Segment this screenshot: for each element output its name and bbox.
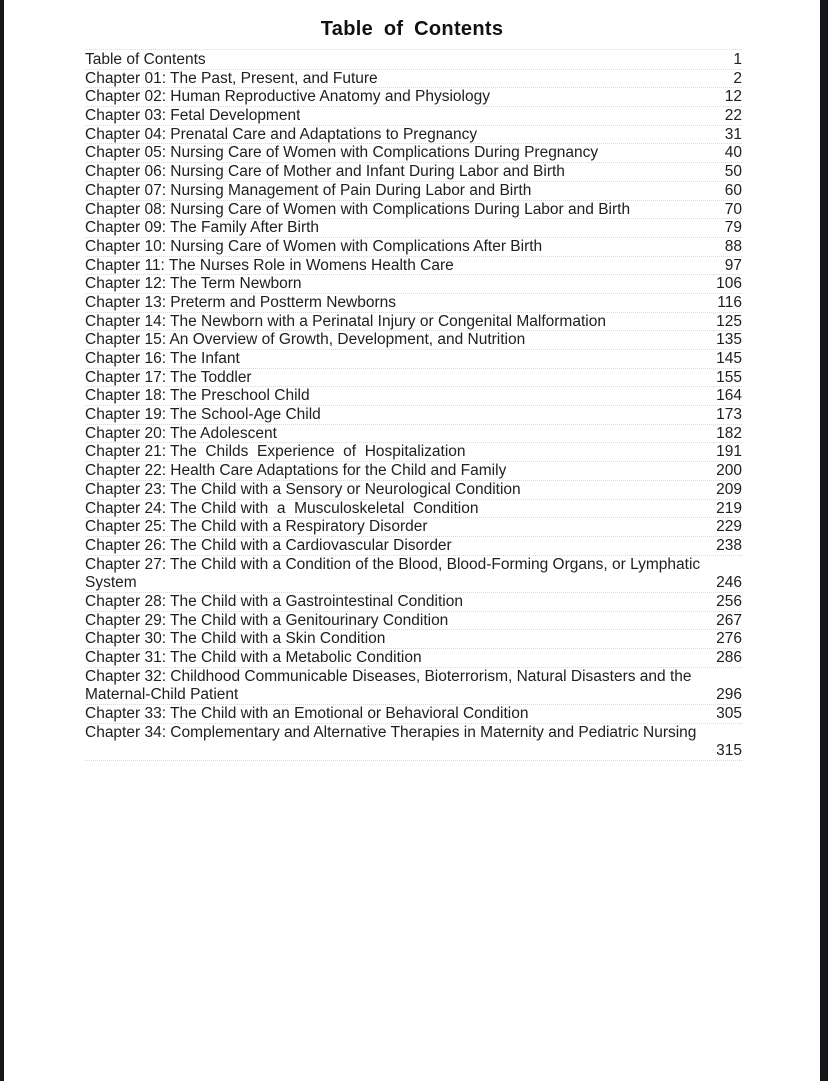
toc-entry [85, 537, 742, 556]
toc-entry-title: Chapter 29: The Child with a Genitourinary Condition [85, 611, 449, 629]
toc-page-number: 173 [716, 406, 742, 424]
toc-entry-title: Chapter 32: Childhood Communicable Diseases, Bioterrorism, Natural Disasters and the [85, 667, 692, 685]
toc-entry-title: Chapter 17: The Toddler [85, 368, 252, 386]
toc-entry [85, 219, 742, 238]
page-title: Table of Contents [320, 18, 504, 40]
toc-entry-title: Chapter 25: The Child with a Respiratory Disorder [85, 518, 428, 536]
toc-entry-line2 [85, 574, 742, 593]
toc-entry [85, 275, 742, 294]
toc-entry [85, 182, 742, 201]
toc-list [85, 49, 742, 761]
toc-entry-title: Chapter 07: Nursing Management of Pain During Labor and Birth [85, 181, 532, 199]
toc-page-number: 31 [724, 125, 742, 143]
toc-page-number: 219 [716, 499, 742, 517]
toc-page-number: 200 [716, 462, 742, 480]
toc-entry [85, 350, 742, 369]
toc-entry [85, 331, 742, 350]
toc-entry [85, 70, 742, 89]
toc-entry-title: Chapter 15: An Overview of Growth, Development, and Nutrition [85, 331, 526, 349]
toc-entry-title: Chapter 21: The Childs Experience of Hospitalization [85, 443, 466, 461]
toc-entry [85, 294, 742, 313]
toc-entry-line1 [85, 724, 742, 743]
toc-entry-title: Chapter 12: The Term Newborn [85, 275, 302, 293]
toc-entry-title: Table of Contents [85, 51, 206, 68]
toc-entry-title: Chapter 27: The Child with a Condition of the Blood, Blood-Forming Organs, or Lymphatic [85, 555, 701, 573]
toc-page-number: 135 [716, 331, 742, 349]
toc-entry-title: Chapter 22: Health Care Adaptations for the Child and Family [85, 462, 507, 480]
toc-entry [85, 518, 742, 537]
viewer-background-edge-right [820, 0, 828, 1081]
toc-entry-title: Chapter 04: Prenatal Care and Adaptations to Pregnancy [85, 125, 478, 143]
toc-entry-title-continued: Maternal-Child Patient [85, 686, 239, 704]
toc-page-number: 60 [724, 181, 742, 199]
toc-entry [85, 88, 742, 107]
toc-entry [85, 481, 742, 500]
toc-page-number: 125 [716, 312, 742, 330]
toc-entry [85, 313, 742, 332]
toc-page-number: 246 [716, 574, 742, 592]
toc-entry [85, 500, 742, 519]
toc-page-number: 70 [724, 200, 742, 218]
toc-entry-title: Chapter 19: The School-Age Child [85, 406, 321, 424]
toc-entry-title: Chapter 02: Human Reproductive Anatomy and Physiology [85, 88, 490, 106]
toc-entry [85, 257, 742, 276]
toc-entry-line2 [85, 686, 742, 705]
toc-page-number: 276 [716, 630, 742, 648]
toc-entry [85, 387, 742, 406]
toc-entry [85, 201, 742, 220]
toc-page-number: 182 [716, 424, 742, 442]
toc-page-number: 22 [724, 107, 742, 125]
toc-entry-title: Chapter 16: The Infant [85, 350, 240, 367]
toc-entry [85, 144, 742, 163]
toc-entry [85, 630, 742, 649]
toc-page-number: 155 [716, 368, 742, 386]
toc-entry-title-continued: System [85, 574, 137, 592]
toc-entry [85, 238, 742, 257]
toc-entry-title: Chapter 03: Fetal Development [85, 107, 301, 125]
toc-page-number: 116 [717, 293, 742, 311]
toc-entry [85, 462, 742, 481]
toc-page-number: 1 [733, 51, 742, 68]
toc-entry [85, 369, 742, 388]
toc-page-number: 191 [716, 443, 742, 461]
toc-entry-title: Chapter 11: The Nurses Role in Womens Health Care [85, 256, 454, 274]
toc-entry-title: Chapter 13: Preterm and Postterm Newborns [85, 293, 396, 311]
toc-entry-title: Chapter 09: The Family After Birth [85, 219, 320, 237]
toc-entry [85, 406, 742, 425]
toc-page-number: 267 [716, 611, 742, 629]
toc-entry-title: Chapter 30: The Child with a Skin Condition [85, 630, 386, 648]
toc-entry-title: Chapter 14: The Newborn with a Perinatal Injury or Congenital Malformation [85, 312, 606, 330]
toc-page-number: 12 [724, 88, 742, 106]
toc-page-number: 106 [716, 275, 742, 293]
toc-entry-title: Chapter 05: Nursing Care of Women with Complications During Pregnancy [85, 144, 599, 162]
toc-page-number: 97 [724, 256, 742, 274]
document-page [4, 0, 820, 1081]
toc-entry-title: Chapter 33: The Child with an Emotional or Behavioral Condition [85, 705, 529, 723]
toc-entry-title: Chapter 26: The Child with a Cardiovascular Disorder [85, 536, 452, 554]
toc-page-number: 238 [716, 536, 742, 554]
toc-entry-title: Chapter 28: The Child with a Gastrointestinal Condition [85, 592, 463, 610]
toc-entry-title: Chapter 18: The Preschool Child [85, 387, 310, 405]
toc-entry [85, 51, 742, 70]
toc-page-number: 305 [716, 705, 742, 723]
toc-entry-title: Chapter 01: The Past, Present, and Future [85, 69, 378, 87]
toc-page-number: 2 [733, 69, 742, 87]
toc-entry [85, 593, 742, 612]
toc-page-number: 229 [716, 518, 742, 536]
toc-page-number: 40 [724, 144, 742, 162]
toc-page-number: 50 [724, 163, 742, 181]
toc-page-number: 286 [716, 649, 742, 666]
toc-entry-line1 [85, 668, 742, 687]
toc-entry [85, 107, 742, 126]
toc-entry [85, 649, 742, 668]
toc-entry-title: Chapter 23: The Child with a Sensory or Neurological Condition [85, 480, 521, 498]
toc-entry [85, 126, 742, 145]
toc-entry [85, 443, 742, 462]
toc-entry [85, 163, 742, 182]
toc-page-number: 315 [716, 742, 742, 760]
toc-page-number: 145 [716, 350, 742, 367]
toc-page-number: 79 [724, 219, 742, 237]
toc-entry-title: Chapter 34: Complementary and Alternative Therapies in Maternity and Pediatric Nursing [85, 723, 697, 741]
toc-page-number: 164 [716, 387, 742, 405]
toc-entry [85, 425, 742, 444]
toc-page-number: 209 [716, 480, 742, 498]
toc-entry [85, 705, 742, 724]
toc-entry-line1 [85, 556, 742, 575]
toc-page-number: 88 [724, 237, 742, 255]
toc-entry-title: Chapter 24: The Child with a Musculoskeletal Condition [85, 499, 479, 517]
toc-entry-line2 [85, 742, 742, 761]
toc-page-number: 256 [716, 592, 742, 610]
toc-entry [85, 612, 742, 631]
toc-entry-title: Chapter 20: The Adolescent [85, 424, 277, 442]
toc-entry-title: Chapter 08: Nursing Care of Women with Complications During Labor and Birth [85, 200, 631, 218]
toc-entry-title: Chapter 06: Nursing Care of Mother and Infant During Labor and Birth [85, 163, 565, 181]
toc-entry-title: Chapter 31: The Child with a Metabolic Condition [85, 649, 422, 666]
toc-page-number: 296 [716, 686, 742, 704]
toc-entry-title: Chapter 10: Nursing Care of Women with Complications After Birth [85, 237, 543, 255]
